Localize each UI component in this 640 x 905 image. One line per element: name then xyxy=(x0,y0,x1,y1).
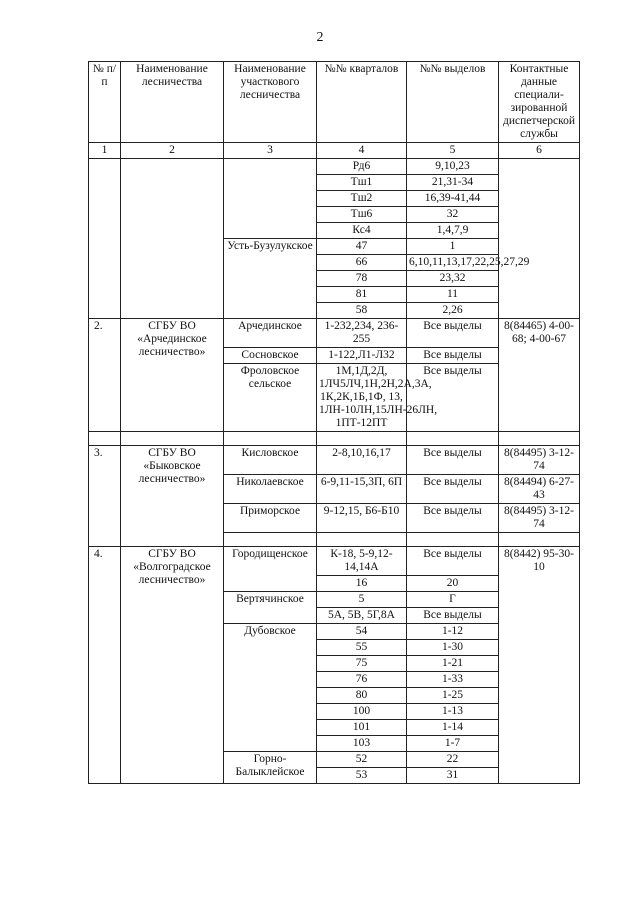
quarter-cell: 5А, 5В, 5Г,8А xyxy=(317,608,407,624)
empty-cell xyxy=(89,159,121,319)
quarter-cell: 1М,1Д,2Д, 1ЛЧ5ЛЧ,1Н,2Н,2А,3А, 1К,2К,1Б,1Ф, 13, 1ЛН-10ЛН,15ЛН-26ЛН, 1ПТ-12ПТ xyxy=(317,364,407,432)
plot-cell: 1-12 xyxy=(407,624,499,640)
district-cell: Фроловское сельское xyxy=(224,364,317,432)
plot-cell: 1-13 xyxy=(407,704,499,720)
plot-cell: 1 xyxy=(407,239,499,255)
district-cell: Вертячинское xyxy=(224,592,317,624)
district-cell: Дубовское xyxy=(224,624,317,752)
quarter-cell: 66 xyxy=(317,255,407,271)
quarter-cell: 103 xyxy=(317,736,407,752)
quarter-cell: 9-12,15, Б6-Б10 xyxy=(317,504,407,533)
district-cell: Николаевское xyxy=(224,475,317,504)
plot-cell: Все выделы xyxy=(407,446,499,475)
plot-cell: 21,31-34 xyxy=(407,175,499,191)
plot-cell: Г xyxy=(407,592,499,608)
plot-cell: 6,10,11,13,17,22,25,27,29 xyxy=(407,255,499,271)
plot-cell: 1-30 xyxy=(407,640,499,656)
quarter-cell: 54 xyxy=(317,624,407,640)
district-cell: Горно-Балыклейское xyxy=(224,752,317,784)
plot-cell: 2,26 xyxy=(407,303,499,319)
forestry-name: СГБУ ВО «Арчединское лесничество» xyxy=(121,319,224,432)
plot-cell: Все выделы xyxy=(407,608,499,624)
quarter-cell: 76 xyxy=(317,672,407,688)
header-quarters: №№ кварталов xyxy=(317,62,407,143)
plot-cell: Все выделы xyxy=(407,475,499,504)
quarter-cell: 1-122,Л1-Л32 xyxy=(317,348,407,364)
quarter-cell: 2-8,10,16,17 xyxy=(317,446,407,475)
page-number: 2 xyxy=(316,30,324,45)
empty-cell xyxy=(499,159,580,319)
index-cell: 5 xyxy=(407,143,499,159)
plot-cell: 23,32 xyxy=(407,271,499,287)
plot-cell: Все выделы xyxy=(407,504,499,533)
forestry-table xyxy=(88,61,580,784)
plot-cell: 16,39-41,44 xyxy=(407,191,499,207)
plot-cell: 11 xyxy=(407,287,499,303)
empty-cell xyxy=(224,159,317,239)
quarter-cell: Тш6 xyxy=(317,207,407,223)
contact-cell: 8(84495) 3-12-74 xyxy=(499,504,580,533)
quarter-cell: 52 xyxy=(317,752,407,768)
district-cell: Сосновское xyxy=(224,348,317,364)
quarter-cell: 75 xyxy=(317,656,407,672)
forestry-name: СГБУ ВО «Быковское лесничество» xyxy=(121,446,224,547)
table-row xyxy=(89,446,580,475)
plot-cell: 32 xyxy=(407,207,499,223)
plot-cell: 20 xyxy=(407,576,499,592)
quarter-cell: 80 xyxy=(317,688,407,704)
index-row xyxy=(89,143,580,159)
plot-cell: 9,10,23 xyxy=(407,159,499,175)
contact-cell: 8(84494) 6-27-43 xyxy=(499,475,580,504)
quarter-cell: 101 xyxy=(317,720,407,736)
contact-cell: 8(84495) 3-12-74 xyxy=(499,446,580,475)
quarter-cell: 53 xyxy=(317,768,407,784)
table-row xyxy=(89,319,580,348)
quarter-cell: 6-9,11-15,3П, 6П xyxy=(317,475,407,504)
quarter-cell: Кс4 xyxy=(317,223,407,239)
quarter-cell: Тш1 xyxy=(317,175,407,191)
district-cell: Городищенское xyxy=(224,547,317,592)
quarter-cell: 1-232,234, 236-255 xyxy=(317,319,407,348)
row-number: 4. xyxy=(89,547,121,784)
header-forestry: Наименование лесничества xyxy=(121,62,224,143)
quarter-cell: 16 xyxy=(317,576,407,592)
table-row xyxy=(89,159,580,175)
quarter-cell: К-18, 5-9,12-14,14А xyxy=(317,547,407,576)
plot-cell: 1-7 xyxy=(407,736,499,752)
index-cell: 3 xyxy=(224,143,317,159)
index-cell: 6 xyxy=(499,143,580,159)
gap-row xyxy=(89,432,580,446)
row-number: 3. xyxy=(89,446,121,547)
quarter-cell: 5 xyxy=(317,592,407,608)
district-cell: Усть-Бузулукское xyxy=(224,239,317,319)
empty-cell xyxy=(121,159,224,319)
plot-cell: 1,4,7,9 xyxy=(407,223,499,239)
index-cell: 2 xyxy=(121,143,224,159)
header-plots: №№ выделов xyxy=(407,62,499,143)
header-row xyxy=(89,62,580,143)
header-num: № п/п xyxy=(89,62,121,143)
contact-cell: 8(84465) 4-00-68; 4-00-67 xyxy=(499,319,580,432)
header-contacts: Контактные данные специали-зированной диспетчерской службы xyxy=(499,62,580,143)
table-row xyxy=(89,547,580,576)
plot-cell: Все выделы xyxy=(407,348,499,364)
plot-cell: Все выделы xyxy=(407,319,499,348)
district-cell: Кисловское xyxy=(224,446,317,475)
row-number: 2. xyxy=(89,319,121,432)
contact-cell: 8(8442) 95-30-10 xyxy=(499,547,580,784)
quarter-cell: 78 xyxy=(317,271,407,287)
quarter-cell: Тш2 xyxy=(317,191,407,207)
plot-cell: Все выделы xyxy=(407,364,499,432)
plot-cell: 22 xyxy=(407,752,499,768)
quarter-cell: 58 xyxy=(317,303,407,319)
header-district: Наименование участкового лесничества xyxy=(224,62,317,143)
index-cell: 4 xyxy=(317,143,407,159)
district-cell: Приморское xyxy=(224,504,317,533)
forestry-name: СГБУ ВО «Волгоградское лесничество» xyxy=(121,547,224,784)
district-cell: Арчединское xyxy=(224,319,317,348)
plot-cell: 1-14 xyxy=(407,720,499,736)
quarter-cell: 81 xyxy=(317,287,407,303)
quarter-cell: 100 xyxy=(317,704,407,720)
plot-cell: 1-33 xyxy=(407,672,499,688)
quarter-cell: Рд6 xyxy=(317,159,407,175)
plot-cell: 1-21 xyxy=(407,656,499,672)
index-cell: 1 xyxy=(89,143,121,159)
plot-cell: Все выделы xyxy=(407,547,499,576)
quarter-cell: 55 xyxy=(317,640,407,656)
plot-cell: 1-25 xyxy=(407,688,499,704)
quarter-cell: 47 xyxy=(317,239,407,255)
plot-cell: 31 xyxy=(407,768,499,784)
